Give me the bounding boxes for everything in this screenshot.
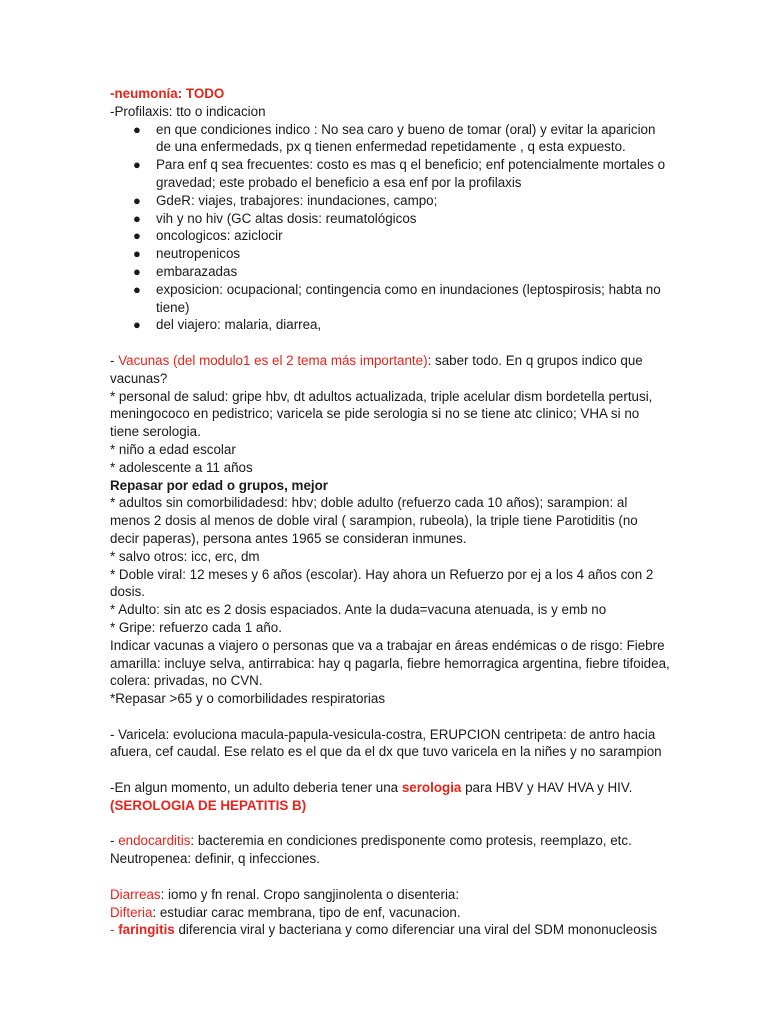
- vacunas-adulto: * Adulto: sin atc es 2 dosis espaciados. Ante la duda=vacuna atenuada, is y emb no: [110, 602, 607, 618]
- vacunas-adultos: * adultos sin comorbilidadesd: hbv; doble adulto (refuerzo cada 10 años); sarampion: al menos 2 dosis al menos de doble viral ( sarampion, rubeola), la triple tiene Parotiditis (no decir paperas), persona antes 1965 se consideran inmunes.: [110, 495, 638, 546]
- document-body: [110, 85, 670, 939]
- vacunas-repasar: Repasar por edad o grupos, mejor: [110, 477, 329, 493]
- vacunas-nino: * niño a edad escolar: [110, 441, 236, 457]
- vacunas-viajero: Indicar vacunas a viajero o personas que va a trabajar en áreas endémicas o de risgo: Fiebre amarilla: incluye selva, antirrabica: hay q pagarla, fiebre hemorragica argentina, fiebre tifoidea, colera: privadas, no CVN.: [110, 637, 670, 689]
- list-item: ● oncologicos: aziclocir: [133, 228, 283, 244]
- bullet-icon: ●: [133, 228, 141, 244]
- bullet-icon: ●: [133, 263, 141, 279]
- neutropenea-line: Neutropenea: definir, q infecciones.: [110, 851, 320, 867]
- serologia-paragraph: -En algun momento, un adulto deberia tener una serologia para HBV y HAV HVA y HIV.: [110, 780, 633, 796]
- serologia-hepatitis: (SEROLOGIA DE HEPATITIS B): [110, 797, 307, 813]
- varicela-paragraph: - Varicela: evoluciona macula-papula-vesicula-costra, ERUPCION centripeta: de antro hacia afuera, cef caudal. Ese relato es el que da el dx que tuvo varicela en la niñes y no sarampion: [110, 726, 662, 760]
- list-item: ● exposicion: ocupacional; contingencia como en inundaciones (leptospirosis; habta no tiene): [133, 281, 661, 315]
- list-item: ● Para enf q sea frecuentes: costo es mas q el beneficio; enf potencialmente mortales o gravedad; este probado el beneficio a esa enf por la profilaxis: [133, 157, 666, 190]
- section-heading-neumonia: -neumonía: TODO: [110, 86, 225, 101]
- vacunas-salvo: * salvo otros: icc, erc, dm: [110, 548, 260, 564]
- vacunas-gripe: * Gripe: refuerzo cada 1 año.: [110, 619, 282, 635]
- endocarditis-paragraph: - endocarditis: bacteremia en condiciones predisponente como protesis, reemplazo, etc.: [110, 833, 632, 849]
- bullet-icon: ●: [133, 157, 141, 173]
- list-item: ● en que condiciones indico : No sea caro y bueno de tomar (oral) y evitar la aparicion de una enfermedads, px q tienen enfermedad repetidamente , q esta expuesto.: [133, 121, 656, 155]
- vacunas-repasar65: *Repasar >65 y o comorbilidades respiratorias: [110, 691, 386, 707]
- bullet-icon: ●: [133, 210, 141, 226]
- vacunas-doble-viral: * Doble viral: 12 meses y 6 años (escolar). Hay ahora un Refuerzo por ej a los 4 años con 2 dosis.: [110, 566, 654, 600]
- bullet-icon: ●: [133, 192, 141, 208]
- bullet-icon: ●: [133, 281, 141, 297]
- bullet-icon: ●: [133, 246, 141, 262]
- list-item: ● neutropenicos: [133, 246, 241, 262]
- list-item: ● GdeR: viajes, trabajores: inundaciones, campo;: [133, 192, 438, 208]
- faringitis-line: - faringitis diferencia viral y bacteriana y como diferenciar una viral del SDM mononucleosis: [110, 922, 658, 938]
- diarreas-line: Diarreas: iomo y fn renal. Cropo sangjinolenta o disenteria:: [110, 886, 460, 902]
- difteria-line: Difteria: estudiar carac membrana, tipo de enf, vacunacion.: [110, 904, 461, 920]
- bullet-icon: ●: [133, 121, 141, 137]
- list-item: ● embarazadas: [133, 263, 238, 279]
- vacunas-personal-salud: * personal de salud: gripe hbv, dt adultos actualizada, triple acelular dism bordetella pertusi, meningococo en pedistrico; varicela se pide serologia si no se tiene atc clinico; VHA si no tiene serologia.: [110, 388, 653, 440]
- profilaxis-line: -Profilaxis: tto o indicacion: [110, 103, 266, 119]
- profilaxis-list: [110, 121, 670, 335]
- list-item: ● vih y no hiv (GC altas dosis: reumatológicos: [133, 210, 417, 226]
- vacunas-heading: - Vacunas (del modulo1 es el 2 tema más importante): saber todo. En q grupos indico que vacunas?: [110, 352, 643, 386]
- bullet-icon: ●: [133, 317, 141, 333]
- vacunas-adolescente: * adolescente a 11 años: [110, 459, 253, 475]
- list-item: ● del viajero: malaria, diarrea,: [133, 317, 322, 333]
